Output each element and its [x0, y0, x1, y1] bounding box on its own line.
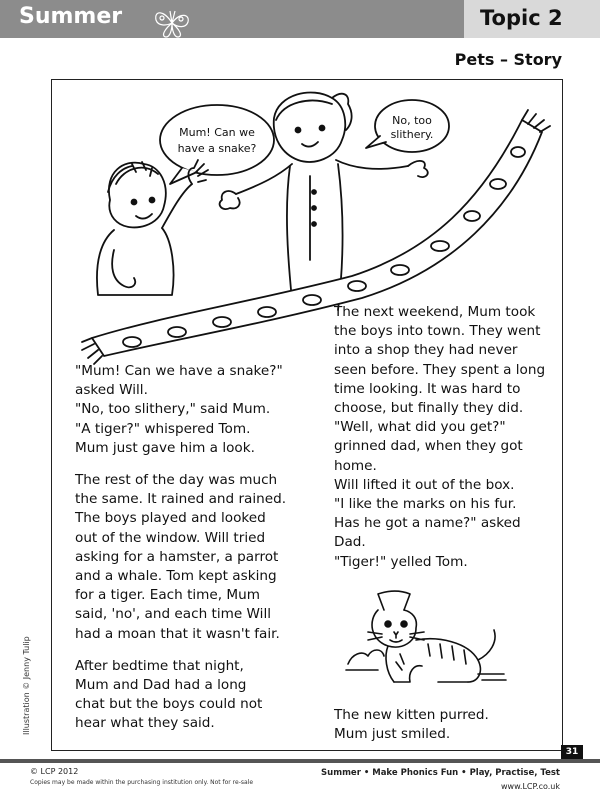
- story-paragraph: "Mum! Can we have a snake?" asked Will. "No, too slithery," said Mum. "A tiger?" whispered Tom. Mum just gave him a look.: [75, 363, 283, 456]
- copy-note: Copies may be made within the purchasing institution only. Not for re-sale: [30, 779, 254, 786]
- story-paragraph: After bedtime that night, Mum and Dad had a long chat but the boys could not hear what they said.: [75, 657, 263, 732]
- page-number: 31: [561, 745, 583, 759]
- boy-bubble-line2: have a snake?: [177, 142, 257, 155]
- kitten-illustration: [338, 584, 508, 694]
- footer-book-title: Summer • Make Phonics Fun • Play, Practise, Test: [321, 768, 560, 778]
- illustration-credit: Illustration © Jenny Tulip: [22, 636, 31, 735]
- story-right-column: [334, 303, 562, 585]
- boy-figure: [97, 160, 208, 295]
- story-paragraph: The rest of the day was much the same. It rained and rained. The boys played and looked out of the window. Will tried asking for a hamster, a parrot and a whale. Tom kept asking for a tiger. Each time, Mum said, 'no', and each time Will had a moan that it wasn't fair.: [75, 472, 287, 642]
- footer-divider: [0, 759, 600, 763]
- boy-bubble-line1: Mum! Can we: [179, 126, 255, 139]
- series-title: Summer: [19, 4, 123, 29]
- story-ending: [334, 706, 562, 757]
- story-left-column: [75, 362, 335, 747]
- mum-bubble-line1: No, too: [392, 114, 432, 127]
- mum-bubble-line2: slithery.: [390, 128, 434, 141]
- topic-label: Topic 2: [480, 6, 563, 30]
- butterfly-icon: [150, 6, 194, 40]
- story-ending-text: The new kitten purred. Mum just smiled.: [334, 707, 489, 743]
- footer-url[interactable]: www.LCP.co.uk: [501, 782, 560, 791]
- page-subtitle: Pets – Story: [454, 50, 562, 69]
- story-paragraph: The next weekend, Mum took the boys into town. They went into a shop they had never seen before. They spent a long time looking. It was hard to choose, but finally they did. "Well, what did you get?" grinned dad, when they got home. Will lifted it out of the box. "I like the marks on his fur. Has he got a name?" asked Dad. "Tiger!" yelled Tom.: [334, 304, 546, 570]
- copyright: © LCP 2012: [30, 767, 79, 776]
